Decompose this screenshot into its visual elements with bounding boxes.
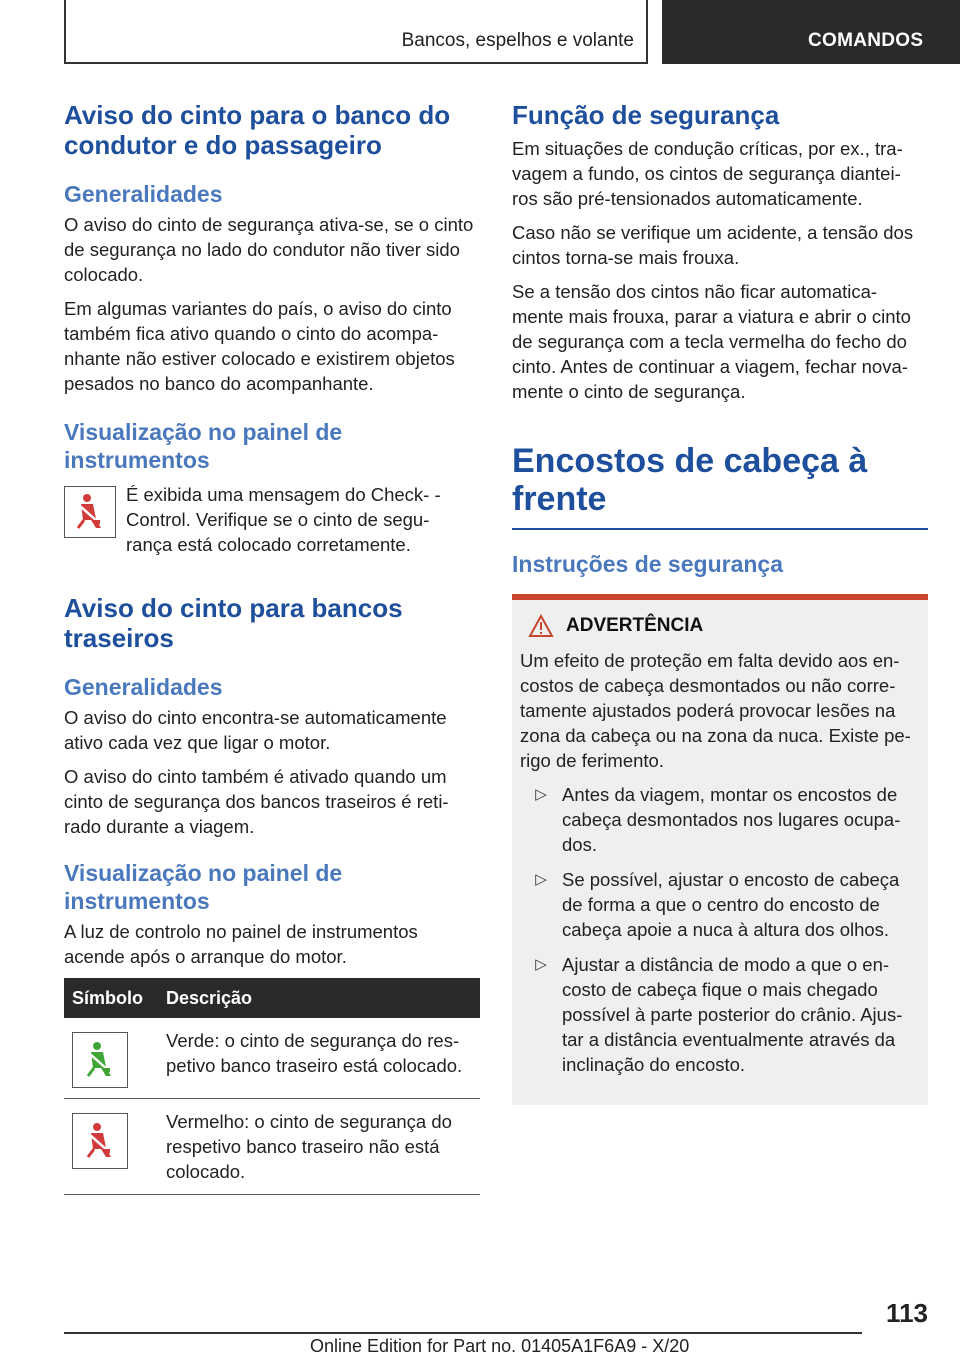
header-chapter-box xyxy=(662,0,960,64)
paragraph: O aviso do cinto também é ativado quando um cinto de segurança dos bancos traseiros é reti- rado durante a viagem. xyxy=(64,766,449,837)
subsection-generalities-2: Generalidades xyxy=(64,674,223,700)
paragraph: Em algumas variantes do país, o aviso do cinto também fica ativo quando o cinto do acompa- nhante não estiver colocado e existirem objetos pesados no banco do acompanhante. xyxy=(64,298,455,394)
warning-title: ADVERTÊNCIA xyxy=(566,615,704,636)
bullet-triangle-icon: ▷ xyxy=(535,871,547,888)
subsection-safety-instructions: Instruções de segurança xyxy=(512,551,783,577)
section-title-rear-belt: Aviso do cinto para bancos traseiros xyxy=(64,593,403,653)
title-divider xyxy=(512,528,928,530)
table-header-description: Descrição xyxy=(158,978,480,1018)
table-row xyxy=(64,1018,480,1099)
paragraph: A luz de controlo no painel de instrumentos acende após o arranque do motor. xyxy=(64,921,418,967)
paragraph: Em situações de condução críticas, por ex., tra- vagem a fundo, os cintos de segurança diantei- ros são pré-tensionados automaticamente. xyxy=(512,138,903,209)
bullet-triangle-icon: ▷ xyxy=(535,956,547,973)
subsection-generalities-1: Generalidades xyxy=(64,181,223,207)
table-header-symbol: Símbolo xyxy=(64,978,158,1018)
display-note xyxy=(64,482,480,557)
seatbelt-warning-icon xyxy=(64,486,116,538)
symbol-table xyxy=(64,978,480,1195)
footer-divider xyxy=(64,1332,862,1334)
list-item xyxy=(520,952,920,1077)
list-item-text: Antes da viagem, montar os encostos de cabeça desmontados nos lugares ocupa- dos. xyxy=(562,784,901,855)
seatbelt-red-icon xyxy=(72,1113,128,1169)
header-section-box xyxy=(64,0,648,64)
list-item xyxy=(520,867,920,942)
section-title-front-belt: Aviso do cinto para o banco do condutor e do passageiro xyxy=(64,100,451,160)
left-column xyxy=(64,100,480,1195)
chapter-title-headrests: Encostos de cabeça à frente xyxy=(512,442,868,518)
subsection-display-2: Visualização no painel de instrumentos xyxy=(64,860,343,914)
paragraph: O aviso do cinto de segurança ativa-se, se o cinto de segurança no lado do condutor não tiver sido colocado. xyxy=(64,214,474,285)
footer-edition: Online Edition for Part no. 01405A1F6A9 - X/20 xyxy=(310,1336,690,1356)
seatbelt-green-icon xyxy=(72,1032,128,1088)
paragraph: Se a tensão dos cintos não ficar automatica- mente mais frouxa, parar a viatura e abrir o cinto de segurança com a tecla vermelha do fecho do cinto. Antes de continuar a viagem, fechar nova- mente o cinto de segurança. xyxy=(512,281,911,402)
list-item xyxy=(520,782,920,857)
page-number: 113 xyxy=(886,1298,928,1328)
display-note-text: É exibida uma mensagem do Check- -Control. Verifique se o cinto de segu- rança está colocado corretamente. xyxy=(126,484,441,555)
paragraph: O aviso do cinto encontra-se automaticamente ativo cada vez que ligar o motor. xyxy=(64,707,447,753)
list-item-text: Se possível, ajustar o encosto de cabeça de forma a que o centro do encosto de cabeça apoie a nuca à altura dos olhos. xyxy=(562,869,900,940)
header-chapter-title: COMANDOS xyxy=(808,30,924,51)
section-title-safety-function: Função de segurança xyxy=(512,100,780,130)
table-cell-description: Vermelho: o cinto de segurança do respetivo banco traseiro não está colocado. xyxy=(158,1099,480,1195)
paragraph: Caso não se verifique um acidente, a tensão dos cintos torna-se mais frouxa. xyxy=(512,222,914,268)
warning-box xyxy=(512,594,928,1105)
table-cell-description: Verde: o cinto de segurança do res- petivo banco traseiro está colocado. xyxy=(158,1018,480,1099)
bullet-triangle-icon: ▷ xyxy=(535,786,547,803)
warning-text: Um efeito de proteção em falta devido aos en- costos de cabeça desmontados ou não corre- tamente ajustados poderá provocar lesões na zona da cabeça ou na zona da nuca. Existe pe- rigo de ferimento. xyxy=(520,650,911,771)
table-row xyxy=(64,1099,480,1195)
subsection-display-1: Visualização no painel de instrumentos xyxy=(64,419,343,473)
right-column xyxy=(512,100,928,1105)
list-item-text: Ajustar a distância de modo a que o en- costo de cabeça fique o mais chegado possível à parte posterior do crânio. Ajus- tar a distância eventualmente através da inclinação do encosto. xyxy=(562,954,903,1075)
header-section-title: Bancos, espelhos e volante xyxy=(401,30,634,51)
warning-triangle-icon xyxy=(528,614,554,638)
warning-heading xyxy=(528,614,920,638)
